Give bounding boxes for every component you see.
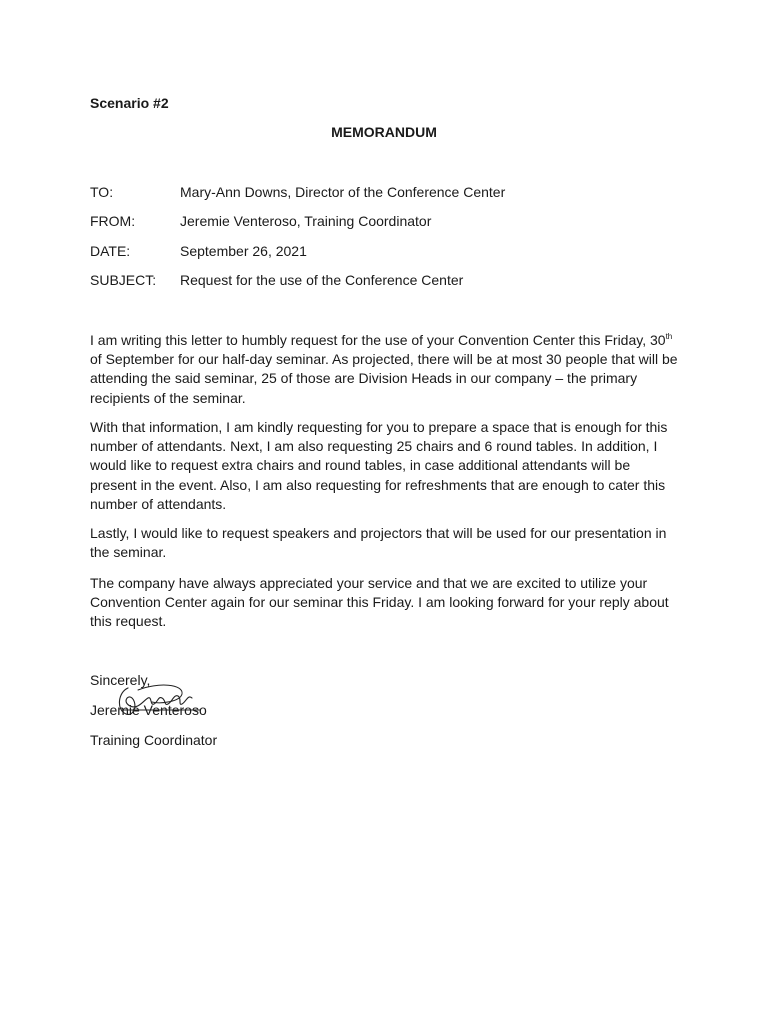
header-subject-label: SUBJECT: bbox=[90, 272, 157, 288]
header-subject-value: Request for the use of the Conference Center bbox=[180, 272, 464, 288]
header-from-value: Jeremie Venteroso, Training Coordinator bbox=[180, 213, 432, 229]
handwritten-signature-icon bbox=[108, 680, 204, 720]
header-to-value: Mary-Ann Downs, Director of the Conference Center bbox=[180, 184, 506, 200]
header-subject-row bbox=[90, 271, 463, 289]
signer-name: Jeremie Venteroso bbox=[90, 702, 207, 718]
header-to-row bbox=[90, 183, 505, 201]
body-paragraph-1-end: of September for our half-day seminar. As projected, there will be at most 30 people that will be attending the said seminar, 25 of those are Division Heads in our company – the primary recipients of the seminar. bbox=[90, 351, 678, 406]
header-date-label: DATE: bbox=[90, 243, 131, 259]
closing-salutation: Sincerely, bbox=[90, 672, 151, 688]
scenario-label: Scenario #2 bbox=[90, 95, 169, 111]
body-paragraph-4: The company have always appreciated your service and that we are excited to utilize your Convention Center again for our seminar this Friday. I am looking forward for your reply about this request. bbox=[90, 575, 669, 630]
signer-title: Training Coordinator bbox=[90, 732, 218, 748]
header-from-row bbox=[90, 212, 431, 230]
body-paragraph-3: Lastly, I would like to request speakers and projectors that will be used for our presentation in the seminar. bbox=[90, 525, 667, 561]
header-date-value: September 26, 2021 bbox=[180, 243, 307, 259]
ordinal-suffix: th bbox=[665, 332, 673, 341]
header-from-label: FROM: bbox=[90, 213, 136, 229]
header-to-label: TO: bbox=[90, 184, 114, 200]
memo-title: MEMORANDUM bbox=[331, 124, 437, 140]
header-date-row bbox=[90, 242, 307, 260]
body-paragraph-1-start: I am writing this letter to humbly request for the use of your Convention Center this Friday, 30 bbox=[90, 332, 666, 348]
body-paragraph-2: With that information, I am kindly requesting for you to prepare a space that is enough for this number of attendants. Next, I am also requesting 25 chairs and 6 round tables. In addition, I would like to request extra chairs and round tables, in case additional attendants will be present in the event. Also, I am also requesting for refreshments that are enough to cater this number of attendants. bbox=[90, 419, 668, 512]
body-paragraph-1 bbox=[90, 331, 680, 408]
